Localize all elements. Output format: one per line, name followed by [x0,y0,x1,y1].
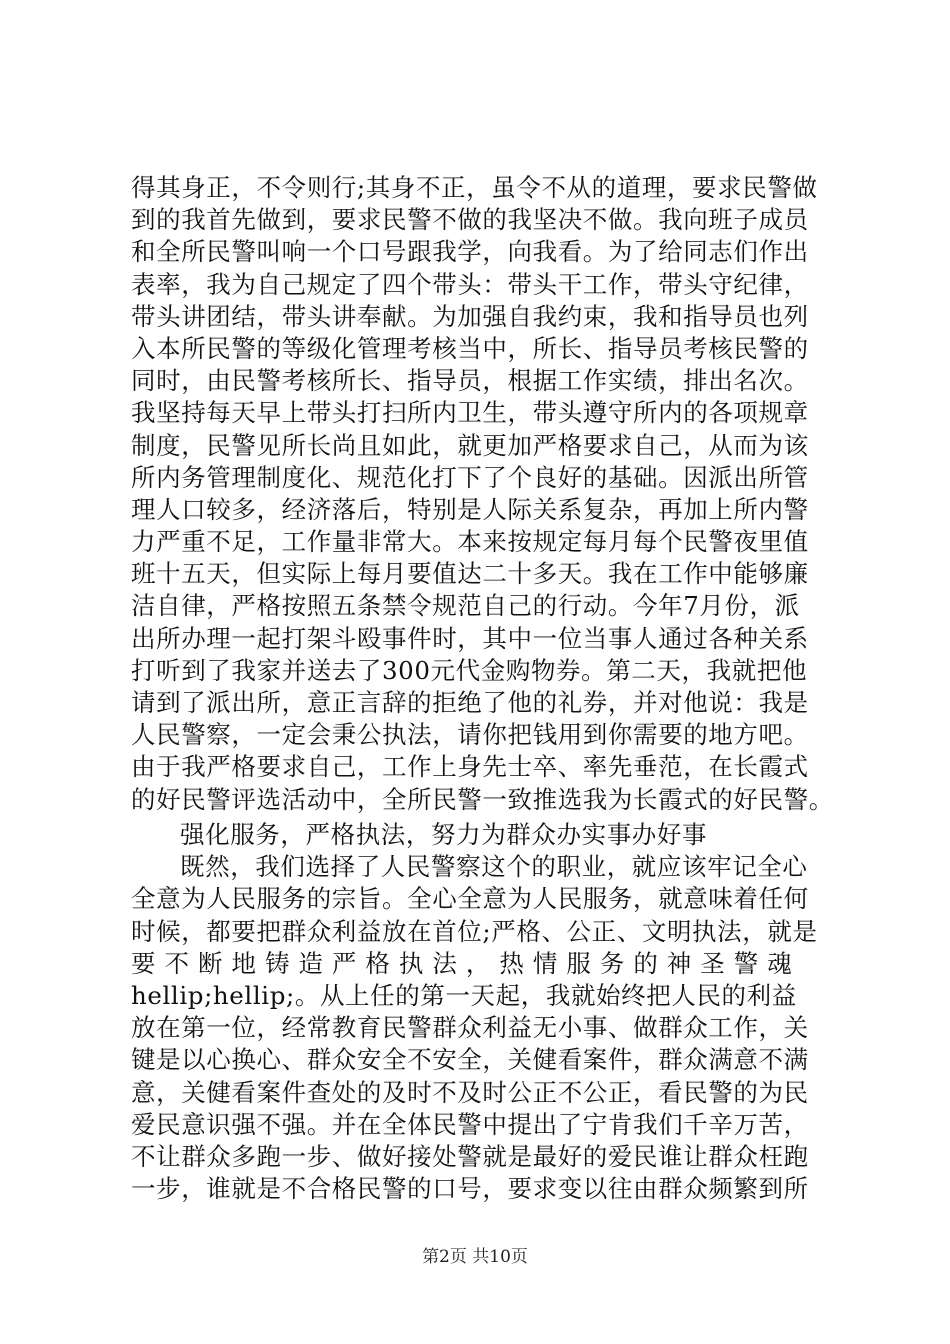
text-line: 带头讲团结，带头讲奉献。为加强自我约束，我和指导员也列 [131,301,809,331]
text-line: 一步，谁就是不合格民警的口号，要求变以往由群众频繁到所 [131,1174,809,1204]
text-line: 既然，我们选择了人民警察这个的职业，就应该牢记全心 [180,852,808,882]
text-line: 洁自律，严格按照五条禁令规范自己的行动。今年7月份，派 [131,591,800,621]
text-line: 打听到了我家并送去了300元代金购物券。第二天，我就把他 [131,655,808,685]
text-line: 由于我严格要求自己，工作上身先士卒、率先垂范，在长霞式 [131,752,809,782]
text-line: 请到了派出所，意正言辞的拒绝了他的礼券，并对他说：我是 [131,688,809,717]
text-line: 意，关健看案件查处的及时不及时公正不公正，看民警的为民 [131,1077,809,1107]
text-line: 要 不 断 地 铸 造 严 格 执 法 ， 热 情 服 务 的 神 圣 警 魂 [131,948,793,978]
section [131,819,841,1205]
paragraph-continued [131,172,841,816]
text-line: 得其身正，不令则行;其身不正，虽令不从的道理，要求民警做 [131,173,818,202]
text-line: 爱民意识强不强。并在全体民警中提出了宁肯我们千辛万苦， [131,1109,809,1139]
text-line: 我坚持每天早上带头打扫所内卫生，带头遵守所内的各项规章 [131,398,809,428]
text-line: 放在第一位，经常教育民警群众利益无小事、做群众工作，关 [131,1013,809,1043]
text-line: hellip;hellip;。从上任的第一天起，我就始终把人民的利益 [131,980,797,1010]
page-number-footer: 第2页 共10页 [422,1247,528,1267]
text-line: 制度，民警见所长尚且如此，就更加严格要求自己，从而为该 [131,430,809,460]
text-line: 时候，都要把群众利益放在首位;严格、公正、文明执法，就是 [131,916,818,946]
text-line: 人民警察，一定会秉公执法，请你把钱用到你需要的地方吧。 [131,720,809,750]
text-line: 理人口较多，经济落后，特别是人际关系复杂，再加上所内警 [131,494,809,524]
text-line: 全意为人民服务的宗旨。全心全意为人民服务，就意味着任何 [131,884,809,914]
text-line: 同时，由民警考核所长、指导员，根据工作实绩，排出名次。 [131,366,809,396]
text-line: 力严重不足，工作量非常大。本来按规定每月每个民警夜里值 [131,527,809,557]
text-line: 表率，我为自己规定了四个带头：带头干工作，带头守纪律， [131,269,809,299]
text-line: 键是以心换心、群众安全不安全，关健看案件，群众满意不满 [131,1045,809,1075]
text-line: 出所办理一起打架斗殴事件时，其中一位当事人通过各种关系 [131,623,809,653]
text-line: 班十五天，但实际上每月要值达二十多天。我在工作中能够廉 [131,559,809,589]
text-line: 的好民警评选活动中，全所民警一致推选我为长霞式的好民警。 [131,784,834,814]
text-line: 不让群众多跑一步、做好接处警就是最好的爱民谁让群众枉跑 [131,1141,809,1171]
text-line: 到的我首先做到，要求民警不做的我坚决不做。我向班子成员 [131,205,809,235]
text-line: 和全所民警叫响一个口号跟我学，向我看。为了给同志们作出 [131,237,809,267]
text-line: 入本所民警的等级化管理考核当中，所长、指导员考核民警的 [131,333,809,363]
section-heading: 强化服务，严格执法，努力为群众办实事办好事 [180,820,708,849]
text-line: 所内务管理制度化、规范化打下了个良好的基础。因派出所管 [131,462,809,492]
